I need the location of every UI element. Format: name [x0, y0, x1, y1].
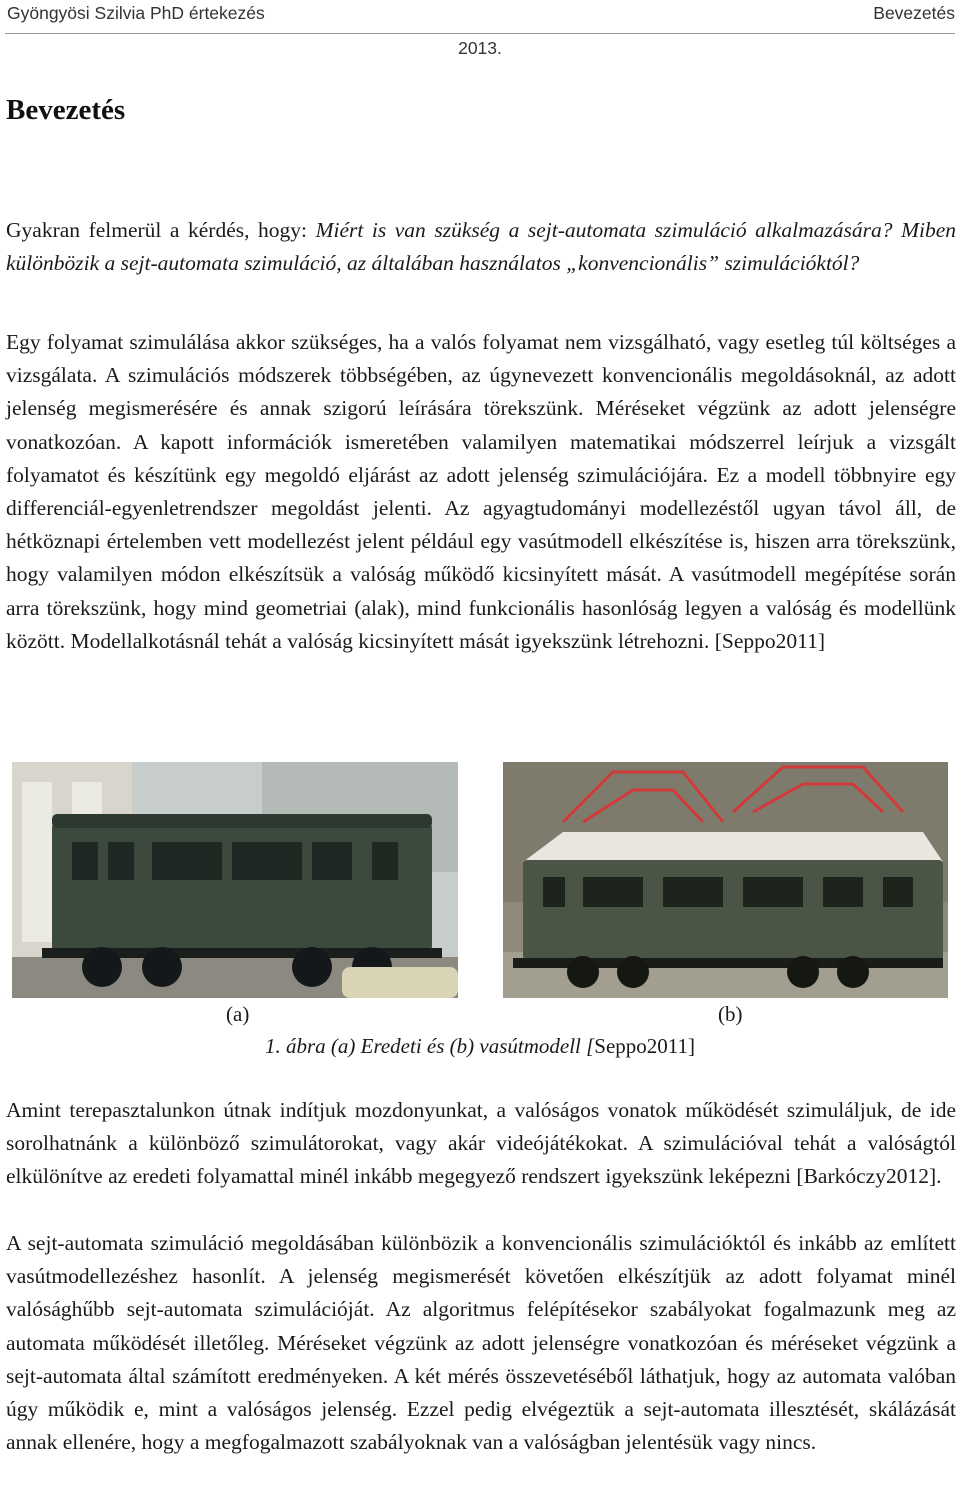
paragraph-cellular-automata: A sejt-automata szimuláció megoldásában különbözik a konvencionális szimulációktól és inkább az említett vasútmodellezéshez hasonlít. A jelenség megismerését követően elkészítjük az adott folyamat minél valósághűbb sejt-automata szimulációját. Az algoritmus felépítésekor szabályokat fogalmazunk meg az automata működését illetőleg. Méréseket végzünk az adott jelenségre vonatkozóan és méréseket végzünk a sejt-automata által számított eredményeken. A két mérés összevetéséből láthatjuk, hogy az automata valóban úgy működik e, mint a valóságos jelenség. Ezzel pedig elvégeztük a sejt-automata illesztését, skálázását annak ellenére, hogy a megfogalmazott szabályoknak van a valóságban jelentésük vagy nincs.	[6, 1231, 956, 1455]
paragraph-intro-italic: Miért is van szükség a sejt-automata szimuláció alkalmazására? Miben különbözik a sejt-automata szimuláció, az általában használatos „konvencionális” szimulációktól?	[6, 218, 956, 276]
figure-caption-reference: Seppo2011]	[594, 1034, 696, 1058]
header-author-title: Gyöngyösi Szilvia PhD értekezés	[7, 3, 265, 23]
paragraph-simulation: Egy folyamat szimulálása akkor szükséges, ha a valós folyamat nem vizsgálható, vagy esetleg túl költséges a vizsgálata. A szimulációs módszerek többségében, az úgynevezett konvencionális megoldásoknál, az adott jelenség megismerésére és annak szigorú leírására törekszünk. Méréseket végzünk az adott jelenségre vonatkozóan. A kapott információk ismeretében valamilyen matematikai módszerrel leírjuk a vizsgált folyamatot és készítünk egy megoldó eljárást az adott jelenség szimulációjára. Ez a modell többnyire egy differenciál-egyenletrendszer megoldást jelenti. Az agyagtudományi modellezéstől ugyan távol áll, de hétköznapi értelemben vett modellezést jelent például egy vasútmodell elkészítése is, hiszen arra törekszünk, hogy valamilyen módon elkészítsük a valóság működő kicsinyített mását. A vasútmodell megépítése során arra törekszünk, hogy mind geometriai (alak), mind funkcionális hasonlóság legyen a valóság és modellünk között. Modellalkotásnál tehát a valóság kicsinyített mását igyekszünk létrehozni. [Seppo2011]	[6, 330, 956, 653]
paragraph-intro-question	[6, 214, 956, 280]
paragraph-train-simulation: Amint terepasztalunkon útnak indítjuk mozdonyunkat, a valóságos vonatok működését szimuláljuk, de ide sorolhatnánk a különböző szimulátorokat, vagy akár videójátékokat. A szimulációval tehát a valóságtól elkülönítve az eredeti folyamattal minél inkább megegyező rendszert igyekszünk leképezni [Barkóczy2012].	[6, 1098, 956, 1189]
page-header	[0, 0, 960, 58]
figure-caption	[0, 1034, 960, 1059]
photo-model-locomotive	[503, 762, 948, 998]
header-section: Bevezetés	[873, 3, 955, 23]
section-title: Bevezetés	[6, 94, 126, 126]
paragraph-intro-plain: Gyakran felmerül a kérdés, hogy:	[6, 218, 316, 242]
figure-label-a: (a)	[226, 1002, 250, 1026]
photo-original-locomotive	[12, 762, 458, 998]
figure-label-b: (b)	[718, 1002, 743, 1026]
figure-caption-italic: 1. ábra (a) Eredeti és (b) vasútmodell [	[264, 1034, 595, 1058]
header-year: 2013.	[458, 38, 502, 58]
header-rule	[5, 33, 955, 34]
